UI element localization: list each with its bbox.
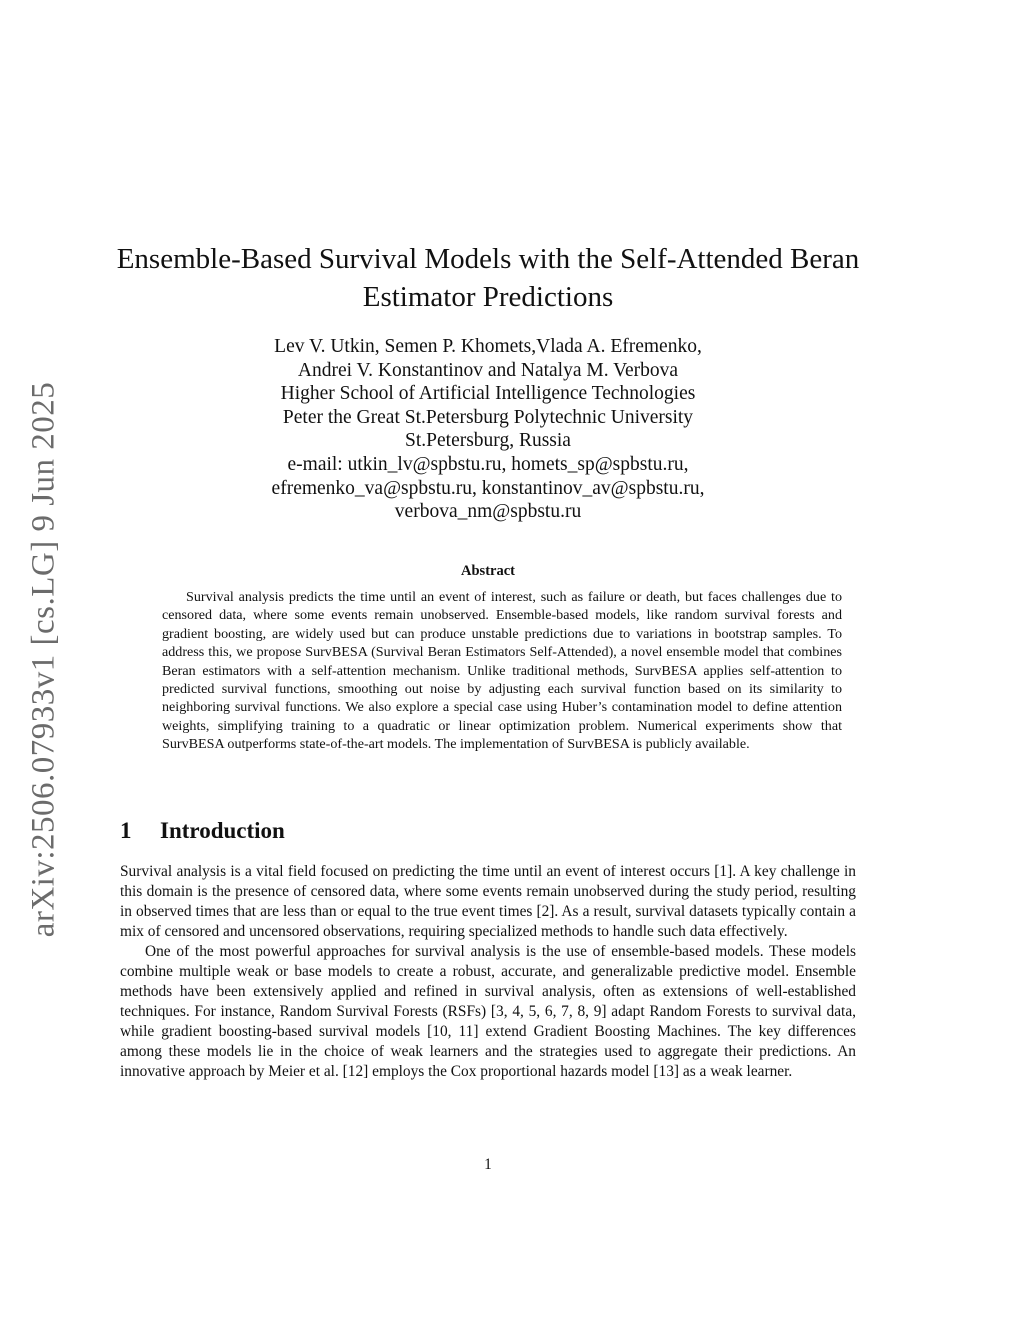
affiliation-line: Peter the Great St.Petersburg Polytechnic University (282, 406, 694, 428)
page-number: 1 (484, 1156, 492, 1173)
introduction-body (120, 862, 856, 1082)
abstract-text: Survival analysis predicts the time until an event of interest, such as failure or death, but faces challenges due to censored data, where some events remain unobserved. Ensemble-based models, like random survival forests and gradient boosting, are widely used but can produce unstable predictions due to variations in bootstrap samples. To address this, we propose SurvBESA (Survival Beran Estimators Self-Attended), a novel ensemble model that combines Beran estimators with a self-attention mechanism. Unlike traditional methods, SurvBESA applies self-attention to predicted survival functions, smoothing out noise by adjusting each survival function based on its similarity to neighboring survival functions. We also explore a special case using Huber’s contamination model to define attention weights, simplifying training to a quadratic or linear optimization problem. Numerical experiments show that SurvBESA outperforms state-of-the-art models. The implementation of SurvBESA is publicly available. (162, 589, 842, 753)
affiliation-line: Higher School of Artificial Intelligence Technologies (280, 383, 696, 405)
arxiv-stamp (20, 376, 68, 942)
author-line: Andrei V. Konstantinov and Natalya M. Verbova (297, 359, 679, 381)
abstract-heading: Abstract (461, 563, 515, 579)
section-number: 1 (120, 818, 132, 843)
email-line: efremenko_va@spbstu.ru, konstantinov_av@spbstu.ru, (271, 477, 705, 499)
paragraph: Survival analysis is a vital field focused on predicting the time until an event of interest occurs [1]. A key challenge in this domain is the presence of censored data, where some events remain unobserved during the study period, resulting in observed times that are less than or equal to the true event times [2]. As a result, survival datasets typically contain a mix of censored and uncensored observations, requiring specialized methods to handle such data effectively. (120, 863, 856, 940)
section-heading (120, 818, 285, 844)
author-line: Lev V. Utkin, Semen P. Khomets,Vlada A. Efremenko, (274, 336, 702, 357)
email-line: e-mail: utkin_lv@spbstu.ru, homets_sp@spbstu.ru, (287, 453, 689, 475)
section-title: Introduction (160, 818, 285, 843)
affiliation-line: St.Petersburg, Russia (405, 430, 571, 452)
paper-title: Ensemble-Based Survival Models with the Self-Attended Beran Estimator Predictions (116, 243, 860, 313)
paragraph: One of the most powerful approaches for survival analysis is the use of ensemble-based models. These models combine multiple weak or base models to create a robust, accurate, and generalizable predictive model. Ensemble methods have been extensively applied and refined in survival analysis, often as extensions of well-established techniques. For instance, Random Survival Forests (RSFs) [3, 4, 5, 6, 7, 8, 9] adapt Random Forests to survival data, while gradient boosting-based survival models [10, 11] extend Gradient Boosting Machines. The key differences among these models lie in the choice of weak learners and the strategies used to aggregate their predictions. An innovative approach by Meier et al. [12] employs the Cox proportional hazards model [13] as a weak learner. (120, 943, 856, 1080)
email-line: verbova_nm@spbstu.ru (394, 501, 582, 523)
arxiv-identifier: arXiv:2506.07933v1 [cs.LG] 9 Jun 2025 (25, 381, 62, 937)
author-block (160, 335, 816, 524)
